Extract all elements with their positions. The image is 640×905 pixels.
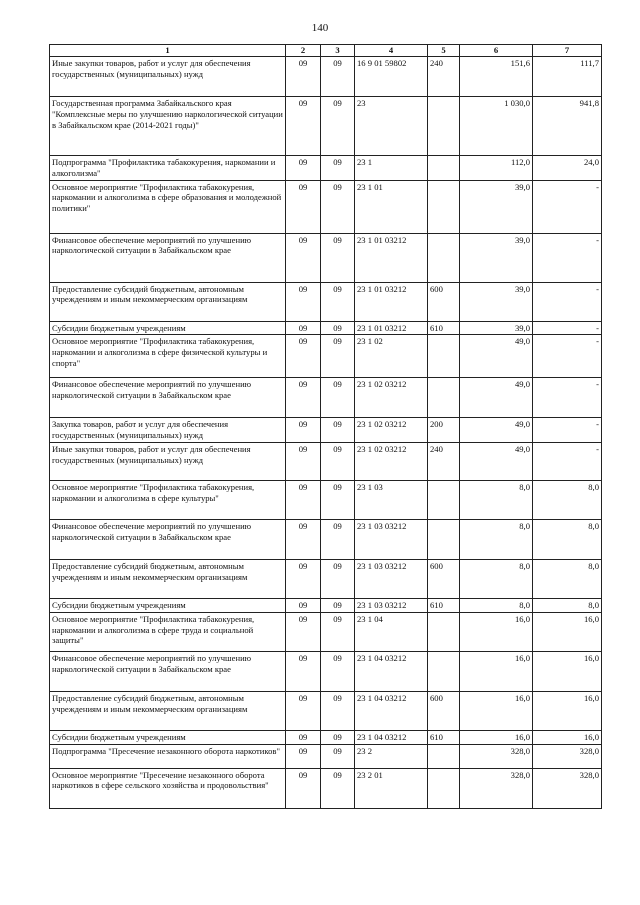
row-amount-col-7: 16,0 (533, 730, 602, 744)
row-section: 09 (286, 744, 321, 768)
row-target-code: 23 1 03 03212 (355, 519, 428, 559)
row-target-code: 23 1 02 (355, 335, 428, 378)
row-expense-type (428, 768, 460, 808)
header-col-6: 6 (460, 45, 533, 57)
row-amount-col-6: 1 030,0 (460, 97, 533, 156)
row-amount-col-6: 49,0 (460, 378, 533, 418)
row-section: 09 (286, 418, 321, 443)
table-row (50, 57, 602, 97)
row-subsection: 09 (321, 744, 355, 768)
header-col-2: 2 (286, 45, 321, 57)
budget-table (49, 44, 602, 809)
row-section: 09 (286, 612, 321, 651)
row-section: 09 (286, 598, 321, 612)
row-amount-col-7: 328,0 (533, 768, 602, 808)
row-target-code: 23 1 04 (355, 612, 428, 651)
row-section: 09 (286, 651, 321, 691)
row-expense-type: 240 (428, 442, 460, 480)
row-target-code: 23 1 02 03212 (355, 442, 428, 480)
row-name: Основное мероприятие "Профилактика табакокурения, наркомании и алкоголизма в сфере труда и социальной защиты" (50, 612, 286, 651)
row-amount-col-6: 16,0 (460, 691, 533, 730)
row-section: 09 (286, 282, 321, 321)
row-amount-col-7: - (533, 233, 602, 282)
row-amount-col-7: 111,7 (533, 57, 602, 97)
row-section: 09 (286, 378, 321, 418)
row-subsection: 09 (321, 156, 355, 181)
row-subsection: 09 (321, 651, 355, 691)
row-amount-col-7: - (533, 321, 602, 335)
row-name: Подпрограмма "Профилактика табакокурения, наркомании и алкоголизма" (50, 156, 286, 181)
table-row (50, 612, 602, 651)
row-name: Основное мероприятие "Профилактика табакокурения, наркомании и алкоголизма в сфере физической культуры и спорта" (50, 335, 286, 378)
row-name: Государственная программа Забайкальского края "Комплексные меры по улучшению наркологической ситуации в Забайкальском крае (2014-2021 годы)" (50, 97, 286, 156)
table-row (50, 768, 602, 808)
row-expense-type (428, 744, 460, 768)
row-expense-type: 600 (428, 559, 460, 598)
row-target-code: 23 2 (355, 744, 428, 768)
row-expense-type (428, 180, 460, 233)
row-subsection: 09 (321, 559, 355, 598)
row-amount-col-7: 8,0 (533, 480, 602, 519)
row-section: 09 (286, 480, 321, 519)
row-amount-col-7: - (533, 282, 602, 321)
row-expense-type (428, 97, 460, 156)
table-row (50, 156, 602, 181)
table-row (50, 730, 602, 744)
row-target-code: 23 1 02 03212 (355, 418, 428, 443)
table-row (50, 335, 602, 378)
row-subsection: 09 (321, 282, 355, 321)
row-section: 09 (286, 442, 321, 480)
row-amount-col-6: 8,0 (460, 519, 533, 559)
row-target-code: 23 1 04 03212 (355, 730, 428, 744)
row-name: Финансовое обеспечение мероприятий по улучшению наркологической ситуации в Забайкальском крае (50, 519, 286, 559)
row-target-code: 23 1 01 (355, 180, 428, 233)
row-section: 09 (286, 57, 321, 97)
row-amount-col-6: 39,0 (460, 282, 533, 321)
row-name: Иные закупки товаров, работ и услуг для обеспечения государственных (муниципальных) нужд (50, 57, 286, 97)
row-name: Субсидии бюджетным учреждениям (50, 730, 286, 744)
row-expense-type: 600 (428, 282, 460, 321)
row-target-code: 23 (355, 97, 428, 156)
row-expense-type (428, 480, 460, 519)
row-subsection: 09 (321, 418, 355, 443)
row-amount-col-6: 49,0 (460, 442, 533, 480)
row-subsection: 09 (321, 57, 355, 97)
header-row (50, 45, 602, 57)
row-subsection: 09 (321, 335, 355, 378)
row-amount-col-7: 16,0 (533, 651, 602, 691)
table-row (50, 691, 602, 730)
row-section: 09 (286, 156, 321, 181)
row-target-code: 23 1 04 03212 (355, 651, 428, 691)
row-amount-col-6: 151,6 (460, 57, 533, 97)
table-body (50, 57, 602, 809)
row-target-code: 23 1 01 03212 (355, 321, 428, 335)
row-amount-col-7: 941,8 (533, 97, 602, 156)
row-subsection: 09 (321, 321, 355, 335)
row-amount-col-6: 8,0 (460, 559, 533, 598)
page-number: 140 (311, 22, 329, 34)
header-col-3: 3 (321, 45, 355, 57)
row-name: Основное мероприятие "Профилактика табакокурения, наркомании и алкоголизма в сфере образования и молодежной политики" (50, 180, 286, 233)
row-section: 09 (286, 519, 321, 559)
row-section: 09 (286, 559, 321, 598)
row-name: Финансовое обеспечение мероприятий по улучшению наркологической ситуации в Забайкальском крае (50, 233, 286, 282)
row-amount-col-6: 328,0 (460, 768, 533, 808)
row-expense-type: 240 (428, 57, 460, 97)
table-row (50, 378, 602, 418)
row-name: Предоставление субсидий бюджетным, автономным учреждениям и иным некоммерческим организациям (50, 282, 286, 321)
row-target-code: 23 1 (355, 156, 428, 181)
row-name: Подпрограмма "Пресечение незаконного оборота наркотиков" (50, 744, 286, 768)
row-subsection: 09 (321, 691, 355, 730)
row-subsection: 09 (321, 480, 355, 519)
row-subsection: 09 (321, 519, 355, 559)
row-amount-col-6: 16,0 (460, 651, 533, 691)
row-amount-col-7: 16,0 (533, 612, 602, 651)
row-expense-type: 200 (428, 418, 460, 443)
row-expense-type: 610 (428, 321, 460, 335)
row-subsection: 09 (321, 378, 355, 418)
row-section: 09 (286, 233, 321, 282)
row-amount-col-6: 328,0 (460, 744, 533, 768)
row-amount-col-7: 328,0 (533, 744, 602, 768)
row-expense-type: 610 (428, 598, 460, 612)
row-expense-type (428, 378, 460, 418)
table-row (50, 180, 602, 233)
table-row (50, 519, 602, 559)
row-target-code: 23 1 03 03212 (355, 598, 428, 612)
row-amount-col-7: 8,0 (533, 598, 602, 612)
row-expense-type (428, 233, 460, 282)
row-expense-type (428, 651, 460, 691)
row-target-code: 23 1 04 03212 (355, 691, 428, 730)
row-amount-col-6: 49,0 (460, 335, 533, 378)
table-row (50, 418, 602, 443)
row-subsection: 09 (321, 612, 355, 651)
row-name: Закупка товаров, работ и услуг для обеспечения государственных (муниципальных) нужд (50, 418, 286, 443)
table-row (50, 282, 602, 321)
row-subsection: 09 (321, 768, 355, 808)
header-col-5: 5 (428, 45, 460, 57)
row-amount-col-6: 39,0 (460, 321, 533, 335)
row-amount-col-7: - (533, 378, 602, 418)
row-amount-col-7: - (533, 442, 602, 480)
row-expense-type (428, 612, 460, 651)
row-expense-type (428, 335, 460, 378)
row-section: 09 (286, 768, 321, 808)
row-name: Предоставление субсидий бюджетным, автономным учреждениям и иным некоммерческим организациям (50, 559, 286, 598)
row-expense-type (428, 519, 460, 559)
row-amount-col-7: - (533, 180, 602, 233)
row-amount-col-6: 39,0 (460, 180, 533, 233)
table-row (50, 233, 602, 282)
table-row (50, 744, 602, 768)
row-amount-col-7: - (533, 335, 602, 378)
table-row (50, 480, 602, 519)
row-amount-col-6: 16,0 (460, 612, 533, 651)
table-row (50, 598, 602, 612)
row-amount-col-7: 8,0 (533, 519, 602, 559)
table-row (50, 559, 602, 598)
row-expense-type (428, 156, 460, 181)
row-section: 09 (286, 691, 321, 730)
row-expense-type: 600 (428, 691, 460, 730)
row-subsection: 09 (321, 598, 355, 612)
row-subsection: 09 (321, 730, 355, 744)
row-target-code: 23 2 01 (355, 768, 428, 808)
row-section: 09 (286, 730, 321, 744)
row-name: Основное мероприятие "Профилактика табакокурения, наркомании и алкоголизма в сфере культуры" (50, 480, 286, 519)
row-amount-col-7: 8,0 (533, 559, 602, 598)
row-target-code: 23 1 01 03212 (355, 282, 428, 321)
row-section: 09 (286, 321, 321, 335)
row-target-code: 23 1 02 03212 (355, 378, 428, 418)
header-col-1: 1 (50, 45, 286, 57)
row-subsection: 09 (321, 180, 355, 233)
row-subsection: 09 (321, 97, 355, 156)
row-subsection: 09 (321, 233, 355, 282)
header-col-4: 4 (355, 45, 428, 57)
row-expense-type: 610 (428, 730, 460, 744)
header-col-7: 7 (533, 45, 602, 57)
row-target-code: 23 1 03 (355, 480, 428, 519)
row-amount-col-6: 112,0 (460, 156, 533, 181)
row-subsection: 09 (321, 442, 355, 480)
row-amount-col-6: 8,0 (460, 598, 533, 612)
row-amount-col-7: 24,0 (533, 156, 602, 181)
row-name: Основное мероприятие "Пресечение незаконного оборота наркотиков в сфере сельского хозяйства и продовольствия" (50, 768, 286, 808)
row-name: Субсидии бюджетным учреждениям (50, 321, 286, 335)
table-row (50, 651, 602, 691)
row-name: Предоставление субсидий бюджетным, автономным учреждениям и иным некоммерческим организациям (50, 691, 286, 730)
row-name: Финансовое обеспечение мероприятий по улучшению наркологической ситуации в Забайкальском крае (50, 651, 286, 691)
table-row (50, 97, 602, 156)
row-name: Финансовое обеспечение мероприятий по улучшению наркологической ситуации в Забайкальском крае (50, 378, 286, 418)
row-target-code: 23 1 01 03212 (355, 233, 428, 282)
row-amount-col-6: 16,0 (460, 730, 533, 744)
row-target-code: 16 9 01 59802 (355, 57, 428, 97)
row-name: Субсидии бюджетным учреждениям (50, 598, 286, 612)
row-amount-col-6: 39,0 (460, 233, 533, 282)
row-section: 09 (286, 97, 321, 156)
row-amount-col-6: 49,0 (460, 418, 533, 443)
table-row (50, 442, 602, 480)
row-target-code: 23 1 03 03212 (355, 559, 428, 598)
row-name: Иные закупки товаров, работ и услуг для обеспечения государственных (муниципальных) нужд (50, 442, 286, 480)
table-row (50, 321, 602, 335)
row-section: 09 (286, 180, 321, 233)
row-amount-col-6: 8,0 (460, 480, 533, 519)
row-amount-col-7: - (533, 418, 602, 443)
row-amount-col-7: 16,0 (533, 691, 602, 730)
row-section: 09 (286, 335, 321, 378)
